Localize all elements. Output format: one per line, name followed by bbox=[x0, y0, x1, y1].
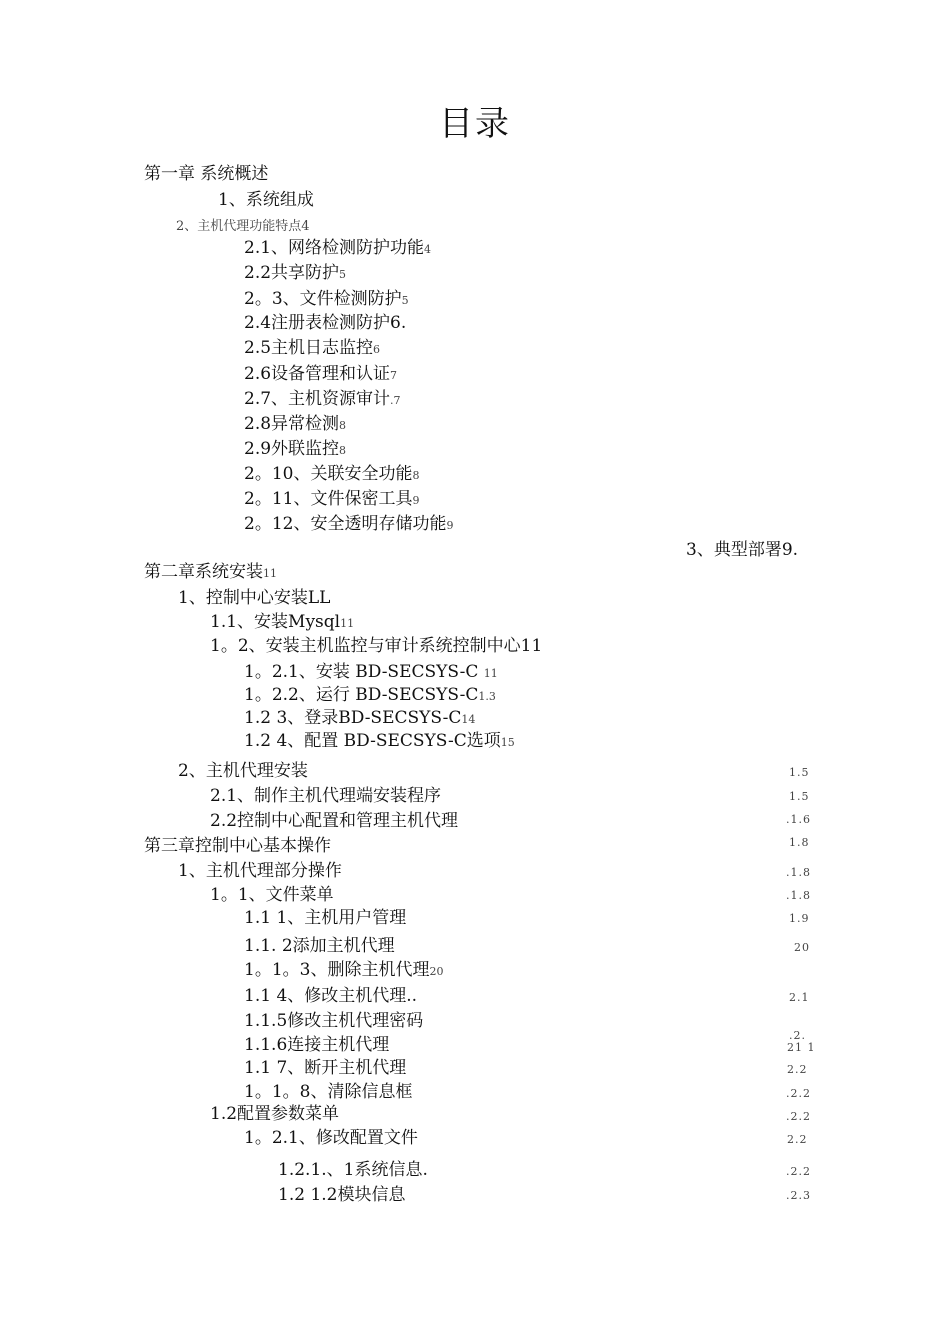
page-number: 20 bbox=[429, 965, 444, 978]
page-number: 2.1 bbox=[789, 991, 810, 1004]
toc-entry: 第一章 系统概述 bbox=[144, 164, 269, 184]
toc-entry: 1、系统组成 bbox=[218, 190, 314, 210]
page-number: 1.8 bbox=[789, 836, 810, 849]
toc-entry: 2。11、文件保密工具9 bbox=[244, 489, 420, 509]
page-number: 1.9 bbox=[789, 912, 810, 925]
page-number: 2.2 bbox=[787, 1133, 808, 1146]
toc-entry: 2、主机代理安装 bbox=[178, 761, 308, 781]
page-number: .2. bbox=[789, 1029, 806, 1042]
toc-entry: 1.2配置参数菜单 bbox=[210, 1104, 340, 1124]
toc-entry: 1、控制中心安装LL bbox=[178, 588, 331, 608]
toc-entry: 2.6设备管理和认证7 bbox=[244, 364, 398, 384]
page-number: 7 bbox=[390, 369, 398, 382]
page-number: 5 bbox=[401, 294, 409, 307]
page-number: 2.2 bbox=[787, 1063, 808, 1076]
page-number: .7 bbox=[390, 394, 401, 407]
page-number: .2.2 bbox=[786, 1087, 811, 1100]
toc-entry: 2.2控制中心配置和管理主机代理 bbox=[210, 811, 459, 831]
page-number: .2.2 bbox=[786, 1165, 811, 1178]
page-number: 15 bbox=[500, 736, 515, 749]
toc-entry: 1.1、安装Mysql11 bbox=[210, 612, 355, 632]
toc-entry: 1。1。3、删除主机代理20 bbox=[244, 960, 444, 980]
toc-entry: 2。10、关联安全功能8 bbox=[244, 464, 420, 484]
toc-entry: 2.2共享防护5 bbox=[244, 263, 347, 283]
page-number: 5 bbox=[339, 268, 347, 281]
page-number: 8 bbox=[339, 419, 347, 432]
toc-entry: 第二章系统安装11 bbox=[144, 562, 277, 582]
toc-entry: 2.4注册表检测防护6. bbox=[244, 313, 407, 333]
page-number: .1.6 bbox=[786, 813, 811, 826]
page-number: 14 bbox=[461, 713, 476, 726]
toc-entry: 1.1.6连接主机代理 bbox=[244, 1035, 390, 1055]
toc-entry: 1.2 4、配置 BD-SECSYS-C选项15 bbox=[244, 731, 515, 751]
toc-entry: 1.2.1.、1系统信息. bbox=[278, 1160, 428, 1180]
page-number: .2.2 bbox=[786, 1110, 811, 1123]
page-number: 11 bbox=[483, 667, 498, 680]
page-title: 目录 bbox=[439, 104, 511, 144]
toc-entry: 1、主机代理部分操作 bbox=[178, 861, 342, 881]
toc-entry: 2.9外联监控8 bbox=[244, 439, 347, 459]
page-number: 9 bbox=[412, 494, 420, 507]
toc-entry: 1。2.1、安装 BD-SECSYS-C 11 bbox=[244, 662, 498, 682]
page-number: .1.8 bbox=[786, 889, 811, 902]
page-number: 8 bbox=[339, 444, 347, 457]
toc-entry: 2.1、网络检测防护功能4 bbox=[244, 238, 432, 258]
toc-entry: 1。2、安装主机监控与审计系统控制中心11 bbox=[210, 636, 543, 656]
toc-entry: 2.1、制作主机代理端安装程序 bbox=[210, 786, 442, 806]
toc-entry: 1.1. 2添加主机代理 bbox=[244, 936, 395, 956]
page-number: 9 bbox=[446, 519, 454, 532]
toc-entry: 2.5主机日志监控6 bbox=[244, 338, 381, 358]
toc-entry: 1.1.5修改主机代理密码 bbox=[244, 1011, 424, 1031]
page-number: 1.5 bbox=[789, 766, 810, 779]
toc-entry: 1.1 1、主机用户管理 bbox=[244, 908, 407, 928]
page-number: 4 bbox=[424, 243, 432, 256]
page-number: 11 bbox=[263, 567, 277, 580]
toc-entry: 3、典型部署9. bbox=[686, 540, 799, 560]
toc-entry: 1。1、文件菜单 bbox=[210, 885, 334, 905]
toc-entry: 1.1 7、断开主机代理 bbox=[244, 1058, 407, 1078]
page-number: 20 bbox=[794, 941, 810, 954]
toc-entry: 1。2.2、运行 BD-SECSYS-C1.3 bbox=[244, 685, 496, 705]
toc-entry: 2、主机代理功能特点4 bbox=[176, 219, 310, 234]
page-number: 21 1 bbox=[787, 1041, 816, 1054]
page-number: 1.3 bbox=[478, 690, 496, 703]
page-number: 6 bbox=[373, 343, 381, 356]
toc-entry: 2.8异常检测8 bbox=[244, 414, 347, 434]
page-number: 8 bbox=[412, 469, 420, 482]
page-number: .1.8 bbox=[786, 866, 811, 879]
toc-entry: 1。2.1、修改配置文件 bbox=[244, 1128, 418, 1148]
toc-entry: 2。12、安全透明存储功能9 bbox=[244, 514, 454, 534]
toc-entry: 1。1。8、清除信息框 bbox=[244, 1082, 413, 1102]
toc-entry: 2。3、文件检测防护5 bbox=[244, 289, 409, 309]
toc-entry: 1.1 4、修改主机代理.. bbox=[244, 986, 418, 1006]
page-number: .2.3 bbox=[786, 1189, 811, 1202]
page-number: 11 bbox=[340, 617, 355, 630]
page-number: 4 bbox=[301, 219, 310, 234]
toc-entry: 2.7、主机资源审计.7 bbox=[244, 389, 401, 409]
toc-entry: 1.2 3、登录BD-SECSYS-C14 bbox=[244, 708, 476, 728]
toc-entry: 第三章控制中心基本操作 bbox=[144, 836, 331, 856]
page-number: 1.5 bbox=[789, 790, 810, 803]
toc-entry: 1.2 1.2模块信息 bbox=[278, 1185, 406, 1205]
